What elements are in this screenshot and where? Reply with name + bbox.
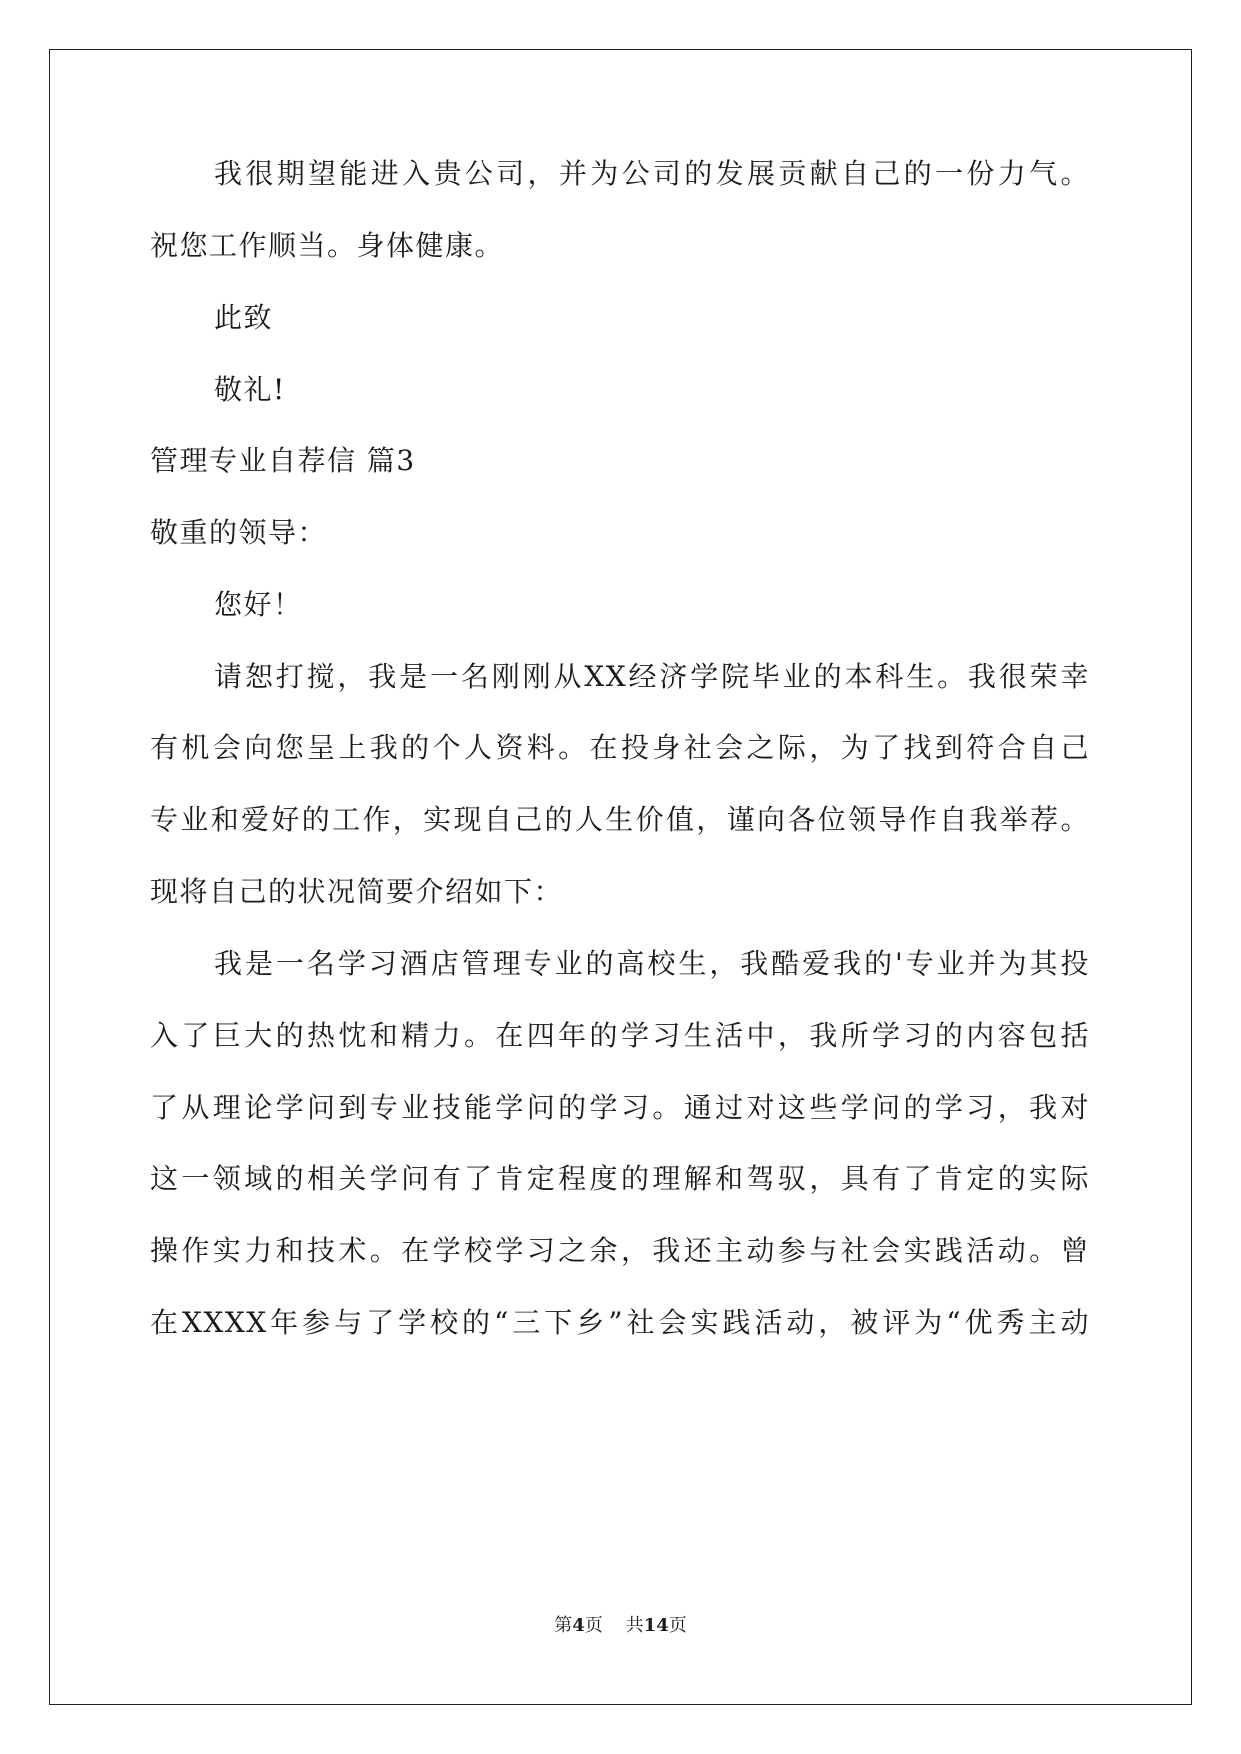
text-line: 敬礼! <box>214 373 286 406</box>
footer-page-number: 4 <box>572 1615 585 1636</box>
text-line: 这一领域的相关学问有了肯定程度的理解和驾驭，具有了肯定的实际 <box>150 1162 1090 1195</box>
text-line: 操作实力和技术。在学校学习之余，我还主动参与社会实践活动。曾 <box>150 1234 1090 1267</box>
footer-total-suffix: 页 <box>668 1615 687 1636</box>
text-line: 在XXXX年参与了学校的“三下乡”社会实践活动，被评为“优秀主动 <box>150 1306 1090 1339</box>
footer-page-suffix: 页 <box>584 1615 603 1636</box>
footer-total-pages: 14 <box>643 1615 669 1636</box>
text-line: 此致 <box>214 301 274 334</box>
text-line: 请恕打搅，我是一名刚刚从XX经济学院毕业的本科生。我很荣幸 <box>214 660 1090 693</box>
text-line: 现将自己的状况简要介绍如下： <box>150 875 564 908</box>
page-footer <box>0 1614 1241 1638</box>
text-line: 祝您工作顺当。身体健康。 <box>150 229 505 262</box>
greeting: 您好！ <box>214 588 303 621</box>
text-line: 我很期望能进入贵公司，并为公司的发展贡献自己的一份力气。 <box>214 157 1090 190</box>
text-line: 入了巨大的热忱和精力。在四年的学习生活中，我所学习的内容包括 <box>150 1019 1090 1052</box>
text-line: 有机会向您呈上我的个人资料。在投身社会之际，为了找到符合自己 <box>150 731 1090 764</box>
salutation: 敬重的领导： <box>150 516 328 549</box>
footer-prefix: 第 <box>554 1615 573 1636</box>
text-line: 专业和爱好的工作，实现自己的人生价值，谨向各位领导作自我举荐。 <box>150 803 1090 836</box>
text-line: 了从理论学问到专业技能学问的学习。通过对这些学问的学习，我对 <box>150 1091 1090 1124</box>
text-line: 我是一名学习酒店管理专业的高校生，我酷爱我的'专业并为其投 <box>214 947 1090 980</box>
footer-total-prefix: 共 <box>625 1615 644 1636</box>
section-heading: 管理专业自荐信 篇3 <box>150 444 416 477</box>
